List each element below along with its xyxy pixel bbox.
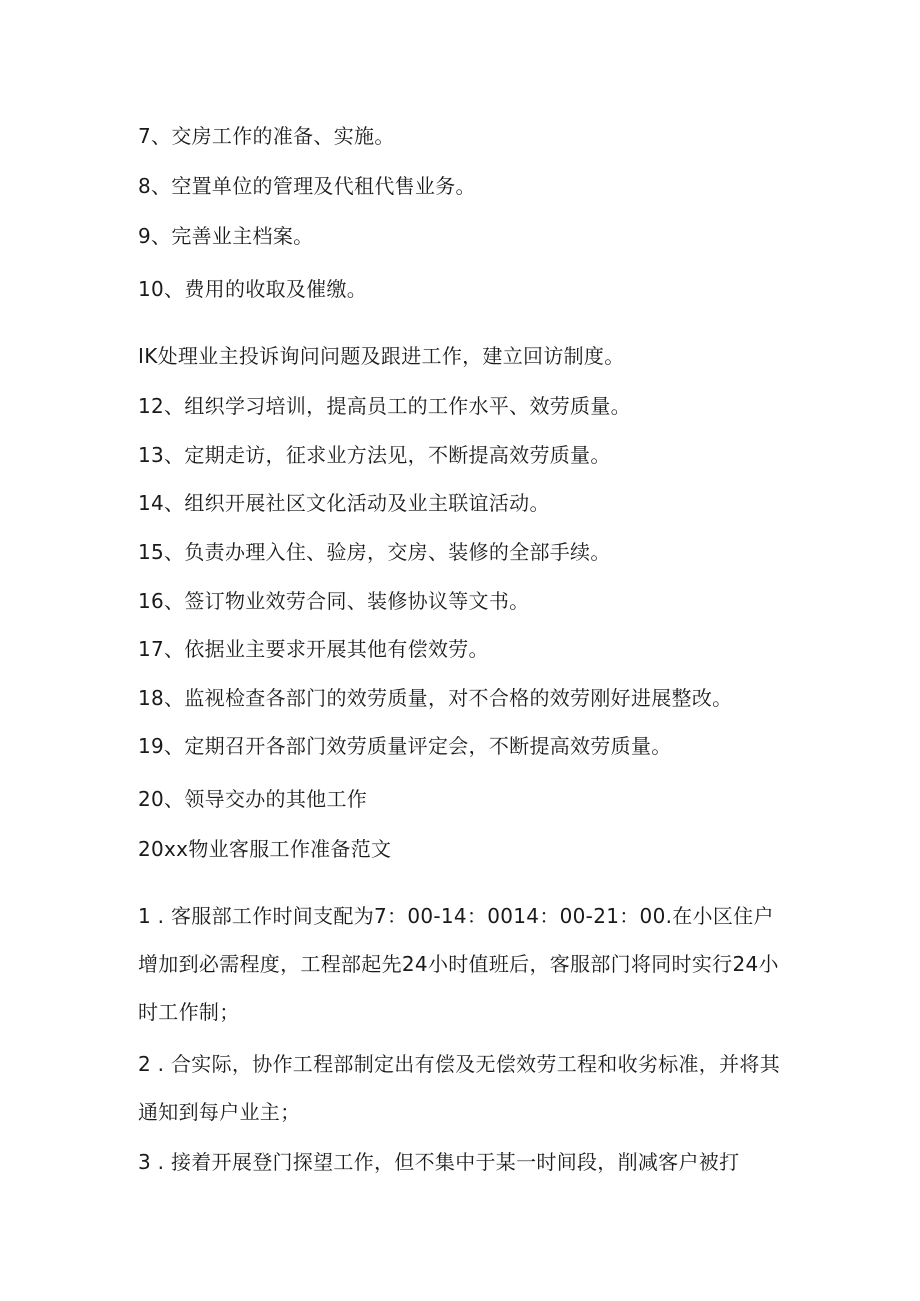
list-item-11: IK处理业主投诉询问问题及跟进工作，建立回访制度。 bbox=[138, 344, 625, 368]
list-item-14: 14、组织开展社区文化活动及业主联谊活动。 bbox=[138, 491, 550, 515]
list-item-16: 16、签订物业效劳合同、装修协议等文书。 bbox=[138, 589, 530, 613]
list-item-20: 20、领导交办的其他工作 bbox=[138, 787, 368, 811]
paragraph-3: 3 . 接着开展登门探望工作，但不集中于某一时间段，削减客户被打 bbox=[138, 1150, 740, 1174]
paragraph-2: 2 . 合实际，协作工程部制定出有偿及无偿效劳工程和收劣标准，并将其通知到每户业主； bbox=[138, 1052, 780, 1124]
list-item-15: 15、负责办理入住、验房，交房、装修的全部手续。 bbox=[138, 540, 611, 564]
list-item-19: 19、定期召开各部门效劳质量评定会，不断提高效劳质量。 bbox=[138, 734, 672, 758]
list-item-17: 17、依据业主要求开展其他有偿效劳。 bbox=[138, 637, 489, 661]
list-item-8: 8、空置单位的管理及代租代售业务。 bbox=[138, 174, 476, 198]
paragraph-1: 1 . 客服部工作时间支配为7：00-14：0014：00-21：00.在小区住户增加到必需程度，工程部起先24小时值班后，客服部门将同时实行24小时工作制； bbox=[138, 904, 779, 1024]
list-item-7: 7、交房工作的准备、实施。 bbox=[138, 124, 395, 148]
list-item-12: 12、组织学习培训，提高员工的工作水平、效劳质量。 bbox=[138, 394, 631, 418]
section-title: 20xx物业客服工作准备范文 bbox=[138, 837, 392, 861]
list-item-18: 18、监视检查各部门的效劳质量，对不合格的效劳刚好进展整改。 bbox=[138, 686, 733, 710]
list-item-9: 9、完善业主档案。 bbox=[138, 224, 314, 248]
list-item-13: 13、定期走访，征求业方法见，不断提高效劳质量。 bbox=[138, 443, 611, 467]
list-item-10: 10、费用的收取及催缴。 bbox=[138, 277, 368, 301]
